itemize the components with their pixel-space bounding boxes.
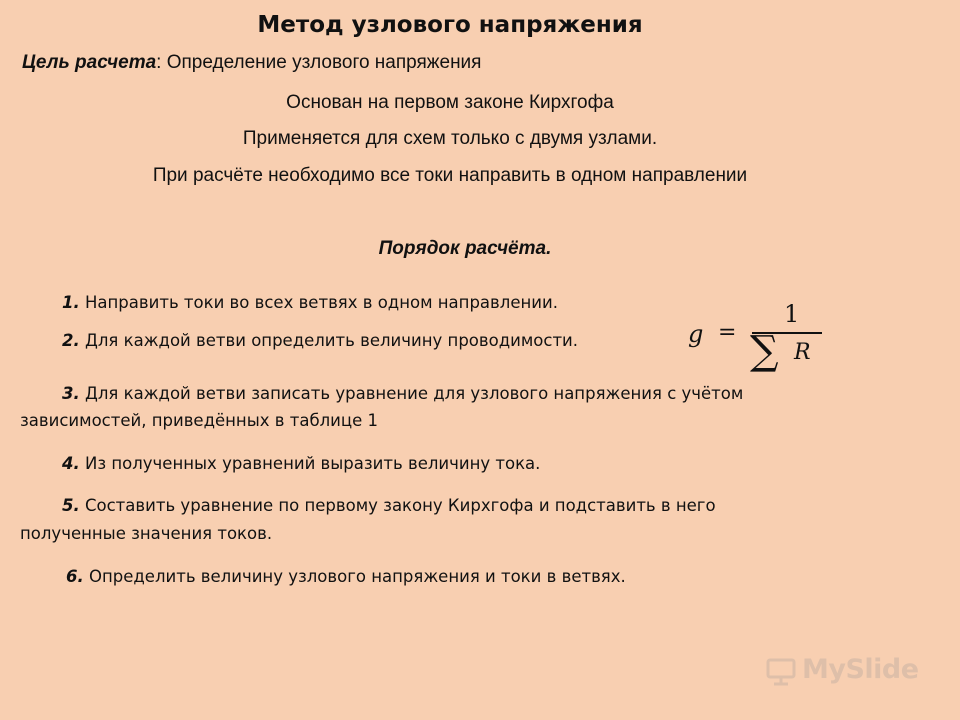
projector-screen-icon xyxy=(766,658,796,684)
procedure-heading: Порядок расчёта. xyxy=(378,238,552,259)
step-text: Для каждой ветви определить величину проводимости. xyxy=(79,331,579,350)
step-5 xyxy=(62,493,716,519)
step-5-continuation: полученные значения токов. xyxy=(20,524,273,543)
step-text: Направить токи во всех ветвях в одном направлении. xyxy=(79,293,558,312)
step-text: Из полученных уравнений выразить величину тока. xyxy=(79,454,541,473)
step-3 xyxy=(62,381,743,407)
formula-denominator: R xyxy=(794,340,811,365)
formula-numerator: 1 xyxy=(784,300,800,328)
formula-lhs: g xyxy=(688,320,704,348)
conductance-formula xyxy=(688,300,828,372)
step-4 xyxy=(62,451,540,477)
step-number: 2. xyxy=(62,331,80,350)
sigma-symbol: ∑ xyxy=(750,328,779,374)
goal-separator: : xyxy=(156,52,167,73)
formula-equals: = xyxy=(718,320,737,345)
step-1 xyxy=(62,290,558,316)
watermark-logo xyxy=(766,650,936,696)
step-6 xyxy=(66,564,626,590)
goal-line xyxy=(22,52,481,74)
statement-direction: При расчёте необходимо все токи направить в одном направлении xyxy=(152,165,748,186)
goal-text: Определение узлового напряжения xyxy=(166,52,482,73)
step-text: Составить уравнение по первому закону Кирхгофа и подставить в него xyxy=(79,496,716,515)
step-text: Определить величину узлового напряжения и токи в ветвях. xyxy=(83,567,626,586)
step-text: Для каждой ветви записать уравнение для узлового напряжения с учётом xyxy=(79,384,744,403)
step-3-continuation: зависимостей, приведённых в таблице 1 xyxy=(20,411,379,430)
page-title: Метод узлового напряжения xyxy=(257,12,643,38)
step-2 xyxy=(62,328,578,354)
step-number: 6. xyxy=(66,567,84,586)
statement-kirchhoff: Основан на первом законе Кирхгофа xyxy=(286,92,614,113)
step-number: 3. xyxy=(62,384,80,403)
goal-label: Цель расчета xyxy=(22,52,157,73)
step-number: 4. xyxy=(62,454,80,473)
step-number: 1. xyxy=(62,293,80,312)
statement-two-nodes: Применяется для схем только с двумя узлами. xyxy=(242,128,658,149)
watermark-text: MySlide xyxy=(802,654,919,685)
step-number: 5. xyxy=(62,496,80,515)
